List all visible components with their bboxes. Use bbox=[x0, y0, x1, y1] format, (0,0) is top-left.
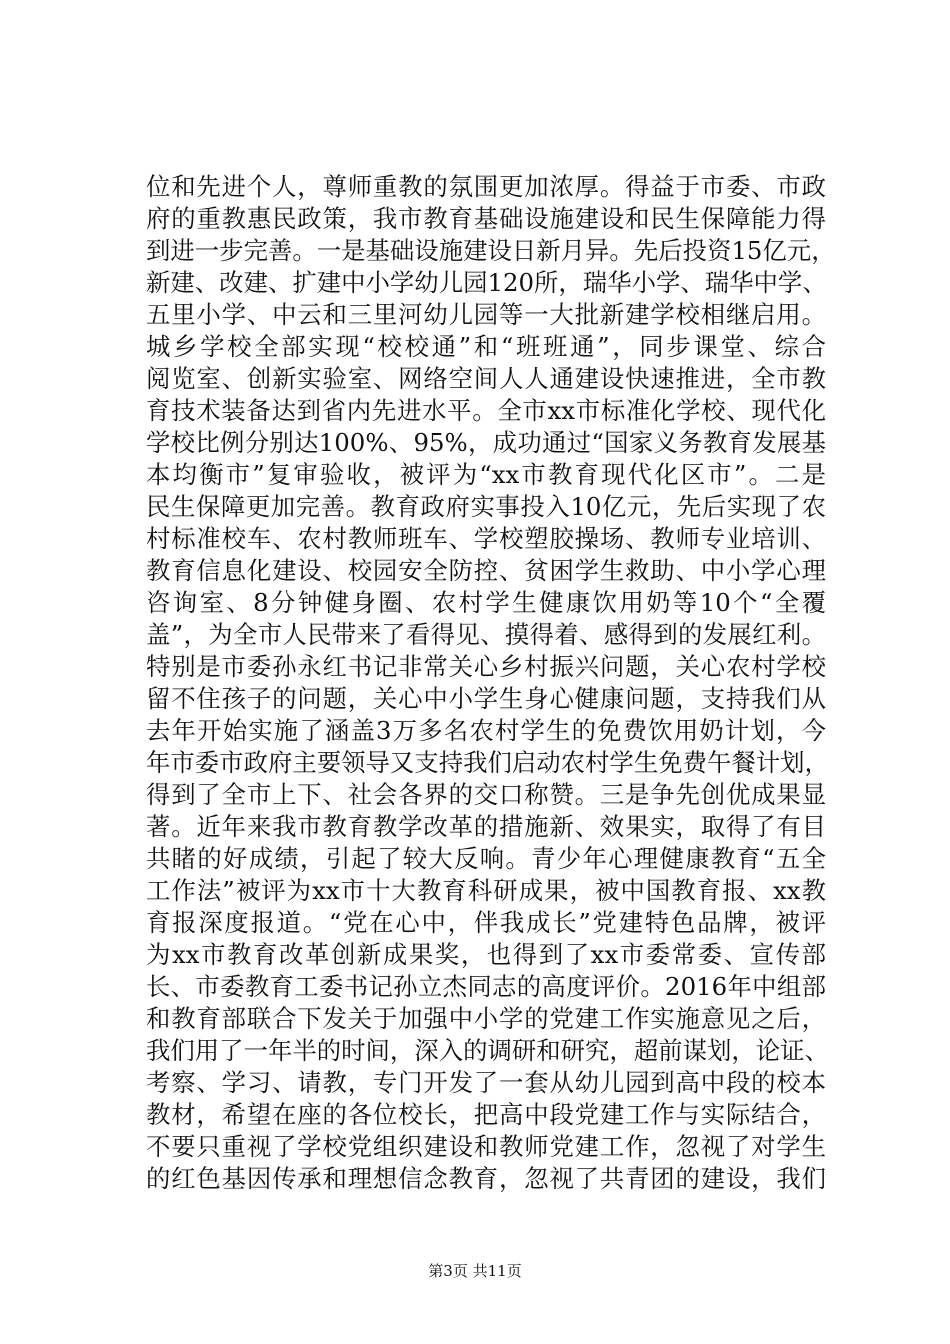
text-line: 不要只重视了学校党组织建设和教师党建工作，忽视了对学生 bbox=[146, 1132, 826, 1161]
text-line: 长、市委教育工委书记孙立杰同志的高度评价。2016年中组部 bbox=[146, 972, 826, 1001]
text-line: 新建、改建、扩建中小学幼儿园120所，瑞华小学、瑞华中学、 bbox=[146, 268, 827, 297]
text-line: 工作法”被评为xx市十大教育科研成果，被中国教育报、xx教 bbox=[146, 876, 826, 905]
text-line: 为xx市教育改革创新成果奖，也得到了xx市委常委、宣传部 bbox=[146, 940, 826, 969]
text-line: 到进一步完善。一是基础设施建设日新月异。先后投资15亿元， bbox=[146, 236, 836, 265]
text-line: 育报深度报道。“党在心中，伴我成长”党建特色品牌，被评 bbox=[146, 908, 826, 937]
text-line: 盖”，为全市人民带来了看得见、摸得着、感得到的发展红利。 bbox=[146, 620, 826, 649]
text-line: 著。近年来我市教育教学改革的措施新、效果实，取得了有目 bbox=[146, 812, 826, 841]
text-line: 得到了全市上下、社会各界的交口称赞。三是争先创优成果显 bbox=[146, 780, 826, 809]
text-line: 民生保障更加完善。教育政府实事投入10亿元，先后实现了农 bbox=[146, 492, 826, 521]
text-line: 特别是市委孙永红书记非常关心乡村振兴问题，关心农村学校 bbox=[146, 652, 826, 681]
text-line: 和教育部联合下发关于加强中小学的党建工作实施意见之后， bbox=[146, 1004, 826, 1033]
text-line: 教育信息化建设、校园安全防控、贫困学生救助、中小学心理 bbox=[146, 556, 826, 585]
text-line: 共睹的好成绩，引起了较大反响。青少年心理健康教育“五全 bbox=[146, 844, 826, 873]
text-line: 咨询室、8分钟健身圈、农村学生健康饮用奶等10个“全覆 bbox=[146, 588, 826, 617]
text-line: 的红色基因传承和理想信念教育，忽视了共青团的建设，我们 bbox=[146, 1164, 826, 1193]
text-line: 五里小学、中云和三里河幼儿园等一大批新建学校相继启用。 bbox=[146, 300, 826, 329]
text-line: 城乡学校全部实现“校校通”和“班班通”，同步课堂、综合 bbox=[146, 332, 826, 361]
text-line: 学校比例分别达100%、95%，成功通过“国家义务教育发展基 bbox=[146, 428, 826, 457]
text-line: 村标准校车、农村教师班车、学校塑胶操场、教师专业培训、 bbox=[146, 524, 826, 553]
text-line: 考察、学习、请教，专门开发了一套从幼儿园到高中段的校本 bbox=[146, 1068, 826, 1097]
text-line: 去年开始实施了涵盖3万多名农村学生的免费饮用奶计划，今 bbox=[146, 716, 826, 745]
text-line: 留不住孩子的问题，关心中小学生身心健康问题，支持我们从 bbox=[146, 684, 826, 713]
text-line: 我们用了一年半的时间，深入的调研和研究，超前谋划，论证、 bbox=[146, 1036, 829, 1065]
text-line: 年市委市政府主要领导又支持我们启动农村学生免费午餐计划， bbox=[146, 748, 829, 777]
page-number-label: 第3页 共11页 bbox=[428, 1262, 522, 1280]
text-line: 位和先进个人，尊师重教的氛围更加浓厚。得益于市委、市政 bbox=[146, 172, 826, 201]
body-paragraph bbox=[146, 171, 836, 1195]
text-line: 教材，希望在座的各位校长，把高中段党建工作与实际结合， bbox=[146, 1100, 826, 1129]
text-line: 府的重教惠民政策，我市教育基础设施建设和民生保障能力得 bbox=[146, 204, 826, 233]
text-line: 阅览室、创新实验室、网络空间人人通建设快速推进，全市教 bbox=[146, 364, 826, 393]
page-footer bbox=[0, 1260, 950, 1281]
text-line: 育技术装备达到省内先进水平。全市xx市标准化学校、现代化 bbox=[146, 396, 826, 425]
text-line: 本均衡市”复审验收，被评为“xx市教育现代化区市”。二是 bbox=[146, 460, 826, 489]
